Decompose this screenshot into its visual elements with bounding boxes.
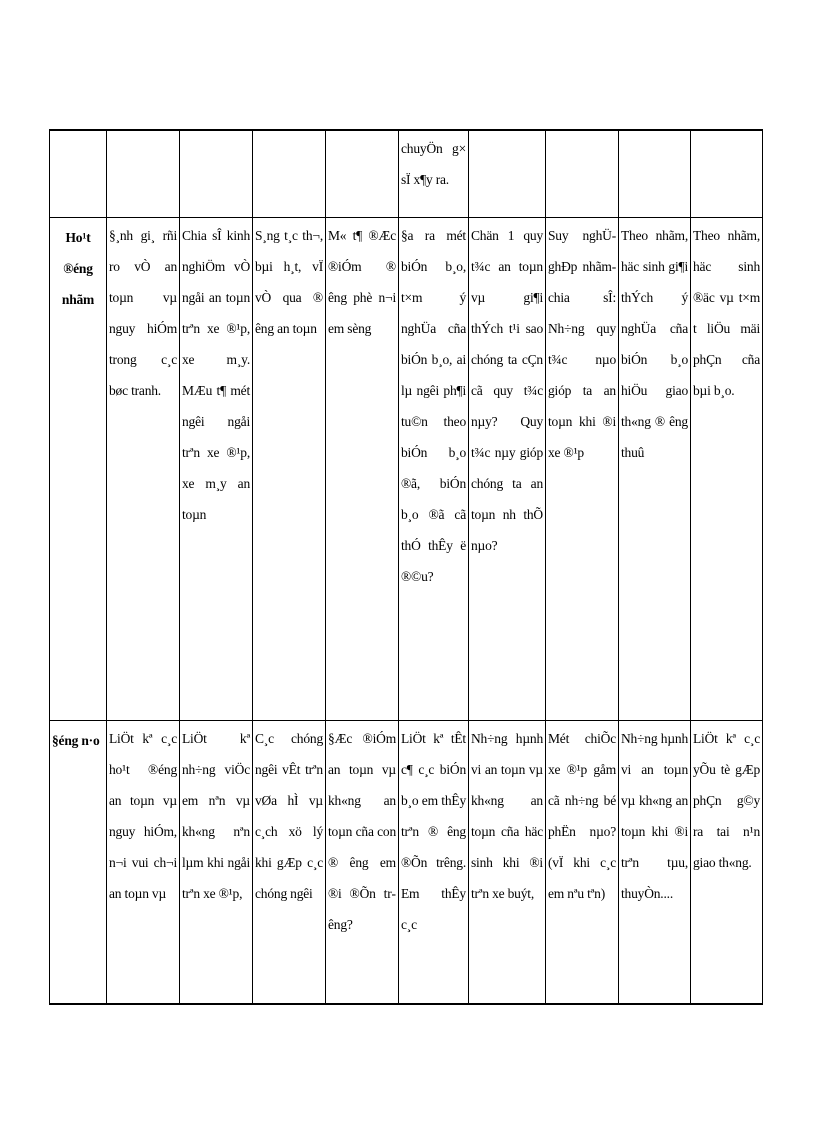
row-label: Ho¹t ®éng nhãm	[50, 217, 107, 720]
table-cell	[469, 130, 546, 217]
table-row	[50, 217, 763, 720]
document-table-wrapper	[49, 129, 762, 1005]
table-cell: Nh÷ng hµnh vi an toµn vµ kh«ng an toµn khi ®i trªn tµu, thuyÒn....	[619, 720, 691, 1004]
table-cell: Chän 1 quy t¾c an toµn vµ gi¶i thÝch t¹i sao chóng ta cÇn cã quy t¾c nµy? Quy t¾c nµy gióp chóng ta an toµn nh thÕ nµo?	[469, 217, 546, 720]
table-cell: C¸c chóng ngêi vÊt trªn vØa hÌ vµ c¸ch xö lý khi gÆp c¸c chóng ngêi	[253, 720, 326, 1004]
table-cell	[107, 130, 180, 217]
table-cell: chuyÖn g× sÏ x¶y ra.	[399, 130, 469, 217]
table-cell	[326, 130, 399, 217]
table-cell	[546, 130, 619, 217]
table-cell: LiÖt kª nh÷ng viÖc em nªn vµ kh«ng nªn lµm khi ngåi trªn xe ®¹p,	[180, 720, 253, 1004]
table-cell	[619, 130, 691, 217]
table-cell: §a ra mét biÓn b¸o, t×m ý nghÜa cña biÓn b¸o, ai lµ ngêi ph¶i tu©n theo biÓn b¸o ®ã, biÓn b¸o ®ã cã thÓ thÊy ë ®©u?	[399, 217, 469, 720]
table-cell: §Æc ®iÓm an toµn vµ kh«ng an toµn cña con ® êng em ®i ®Õn trêng?	[326, 720, 399, 1004]
table-cell: LiÖt kª c¸c ho¹t ®éng an toµn vµ nguy hiÓm, n¬i vui ch¬i an toµn vµ	[107, 720, 180, 1004]
table-cell: Theo nhãm, häc sinh ®äc vµ t×m t liÖu mäi phÇn cña bµi b¸o.	[691, 217, 763, 720]
table-cell	[691, 130, 763, 217]
table-cell: Nh÷ng hµnh vi an toµn vµ kh«ng an toµn cña häc sinh khi ®i trªn xe buýt,	[469, 720, 546, 1004]
table-cell: M« t¶ ®Æc ®iÓm ® êng phè n¬i em sèng	[326, 217, 399, 720]
table-cell: LiÖt kª tÊt c¶ c¸c biÓn b¸o em thÊy trªn ® êng ®Õn trêng. Em thÊy c¸c	[399, 720, 469, 1004]
table-cell	[253, 130, 326, 217]
table-cell: Chia sÎ kinh nghiÖm vÒ ngåi an toµn trªn xe ®¹p, xe m¸y. MÆu t¶ mét ngêi ngåi trªn xe ®¹p, xe m¸y an toµn	[180, 217, 253, 720]
row-label	[50, 130, 107, 217]
row-label: §éng n·o	[50, 720, 107, 1004]
table-row	[50, 720, 763, 1004]
lesson-table	[49, 129, 763, 1005]
table-cell: Mét chiÕc xe ®¹p gåm cã nh÷ng bé phËn nµo? (vÏ khi c¸c em nªu tªn)	[546, 720, 619, 1004]
table-cell: Theo nhãm, häc sinh gi¶i thÝch ý nghÜa cña biÓn b¸o hiÖu giao th«ng ® êng thuû	[619, 217, 691, 720]
table-cell: Suy nghÜ- ghÐp nhãm- chia sÎ: Nh÷ng quy t¾c nµo gióp ta an toµn khi ®i xe ®¹p	[546, 217, 619, 720]
table-row	[50, 130, 763, 217]
table-cell: §¸nh gi¸ rñi ro vÒ an toµn vµ nguy hiÓm trong c¸c bøc tranh.	[107, 217, 180, 720]
table-cell	[180, 130, 253, 217]
table-cell: S¸ng t¸c th¬, bµi h¸t, vÏ vÒ qua ® êng an toµn	[253, 217, 326, 720]
table-cell: LiÖt kª c¸c yÕu tè gÆp phÇn g©y ra tai n¹n giao th«ng.	[691, 720, 763, 1004]
